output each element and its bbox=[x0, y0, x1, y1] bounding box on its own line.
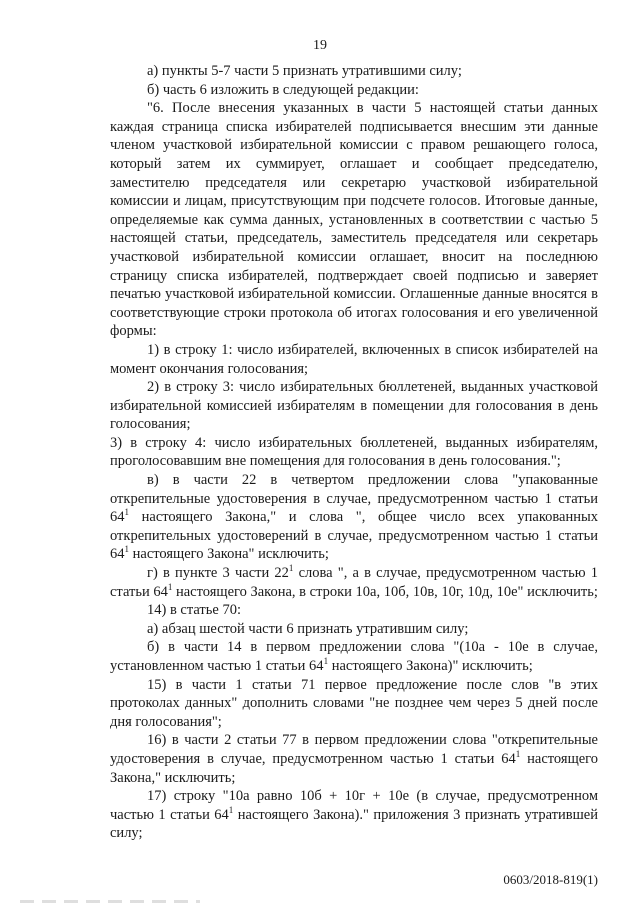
text-run: настоящего Закона" исключить; bbox=[129, 546, 329, 563]
text-run: г) в пункте 3 части 22 bbox=[147, 565, 289, 582]
text-run: 17) строку "10а равно 10б + 10г + 10е (в случае, предусмотренном частью 1 статьи 64 bbox=[110, 788, 598, 823]
paragraph: а) пункты 5-7 части 5 признать утратившими силу; bbox=[147, 63, 462, 79]
document-body bbox=[110, 62, 598, 843]
text-run: настоящего Закона)." приложения 3 признать утратившей силу; bbox=[110, 806, 598, 842]
paragraph: 2) в строку 3: число избирательных бюллетеней, выданных участковой избирательной комиссией избирателям в помещении для голосования в день голосования; bbox=[110, 379, 598, 433]
paragraph: б) часть 6 изложить в следующей редакции: bbox=[147, 81, 419, 98]
paragraph: 1) в строку 1: число избирателей, включенных в список избирателей на момент окончания голосования; bbox=[110, 341, 598, 377]
paragraph: а) абзац шестой части 6 признать утратившим силу; bbox=[147, 620, 469, 637]
paragraph bbox=[110, 471, 598, 564]
paragraph bbox=[110, 731, 598, 787]
superscript: 1 bbox=[167, 581, 173, 592]
superscript: 1 bbox=[228, 804, 234, 815]
paragraph bbox=[110, 638, 598, 675]
superscript: 1 bbox=[515, 749, 521, 760]
text-run: настоящего Закона)" исключить; bbox=[328, 658, 533, 674]
text-run: б) в части 14 в первом предложении слова "(10а - 10е в случае, установленном частью 1 статьи 64 bbox=[110, 639, 598, 674]
superscript: 1 bbox=[323, 656, 329, 667]
text-run: настоящего Закона," исключить; bbox=[110, 750, 598, 786]
document-code: 0603/2018-819(1) bbox=[503, 872, 598, 887]
text-run: 16) в части 2 статьи 77 в первом предложении слова "открепительные удостоверения в случае, предусмотренном частью 1 статьи 64 bbox=[110, 732, 598, 767]
superscript: 1 bbox=[124, 507, 129, 518]
paragraph bbox=[110, 787, 598, 843]
superscript: 1 bbox=[124, 544, 129, 555]
paragraph: 14) в статье 70: bbox=[147, 602, 241, 619]
text-run: настоящего Закона," и слова ", общее число всех упакованных открепительных удостоверений в случае, предусмотренном частью 1 статьи 64 bbox=[110, 509, 598, 563]
page-number: 19 bbox=[313, 38, 327, 53]
text-run: в) в части 22 в четвертом предложении слова "упакованные открепительные удостоверения в случае, предусмотренном частью 1 статьи 64 bbox=[110, 472, 598, 526]
paragraph bbox=[110, 564, 598, 601]
paragraph: "6. После внесения указанных в части 5 настоящей статьи данных каждая страница списка избирателей подписывается внесшим эти данные членом участковой избирательной комиссии с правом решающего голоса, который затем их суммирует, оглашает и сообщает председателю, заместителю председателя или секретарю участковой избирательной комиссии и лицам, присутствующим при подсчете голосов. Итоговые данные, определяемые как сумма данных, установленных в соответствии с частью 5 настоящей статьи, председатель, заместитель председателя или секретарь участковой избирательной комиссии оглашает, вносит на последнюю страницу списка избирателей, подтверждает своей подписью и заверяет печатью участковой избирательной комиссии. Оглашенные данные вносятся в соответствующие строки протокола об итогах голосования и его увеличенной формы: bbox=[110, 100, 598, 340]
text-run: слова ", а в случае, предусмотренном частью 1 статьи 64 bbox=[110, 565, 599, 600]
superscript: 1 bbox=[288, 563, 294, 574]
text-run: настоящего Закона, в строки 10а, 10б, 10в, 10г, 10д, 10е" исключить; bbox=[172, 583, 598, 600]
paragraph: 3) в строку 4: число избирательных бюллетеней, выданных избирателям, проголосовавшим вне помещения для голосования в день голосования."; bbox=[110, 434, 598, 470]
scan-artifact bbox=[20, 900, 200, 903]
paragraph: 15) в части 1 статьи 71 первое предложение после слов "в этих протоколах данных" дополнить словами "не позднее чем через 5 дней после дня голосования"; bbox=[110, 676, 598, 730]
